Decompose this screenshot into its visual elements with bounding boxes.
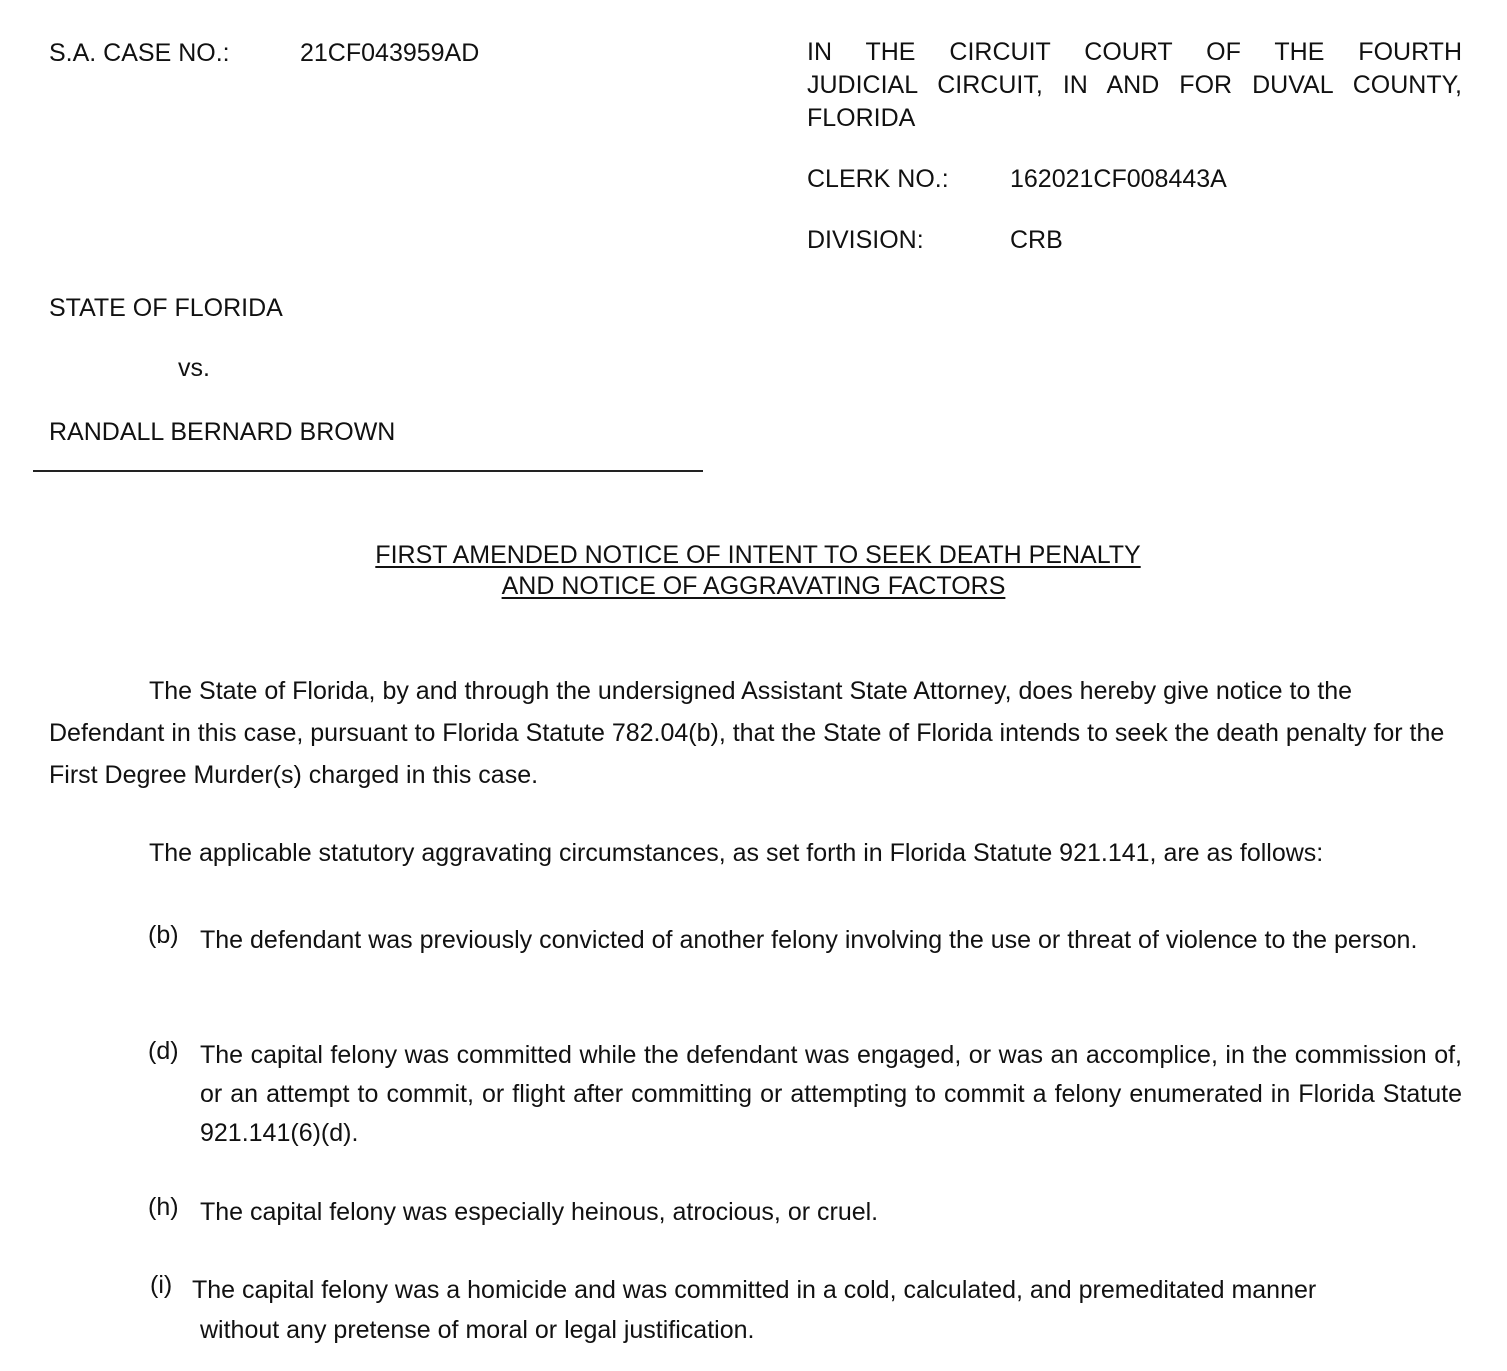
document-title [0, 540, 1507, 602]
list-item-text-line-2: without any pretense of moral or legal justification. [200, 1316, 755, 1344]
list-item-text: The defendant was previously convicted of another felony involving the use or threat of violence to the person. [200, 926, 1418, 954]
circumstances-intro: The applicable statutory aggravating circumstances, as set forth in Florida Statute 921.141, are as follows: [149, 839, 1324, 867]
court-caption-line-3: FLORIDA [807, 104, 916, 132]
list-item-marker: (b) [148, 921, 179, 949]
list-item-marker: (d) [148, 1037, 179, 1065]
versus-label: vs. [178, 354, 210, 382]
document-title-line-1: FIRST AMENDED NOTICE OF INTENT TO SEEK DEATH PENALTY [375, 541, 1141, 569]
list-item-text [192, 1270, 1462, 1350]
list-item-marker: (i) [150, 1271, 173, 1299]
list-item [148, 920, 1462, 960]
list-item-text: The capital felony was committed while the defendant was engaged, or was an accomplice, in the commission of, or an attempt to commit, or flight after committing or attempting to commit a felony enumerated in Florida Statute 921.141(6)(d). [200, 1041, 1462, 1147]
intro-paragraph: The State of Florida, by and through the undersigned Assistant State Attorney, does hereby give notice to the Defendant in this case, pursuant to Florida Statute 782.04(b), that the State of Florida intends to seek the death penalty for the First Degree Murder(s) charged in this case. [49, 677, 1445, 789]
sa-case-number-value: 21CF043959AD [300, 39, 480, 67]
caption-divider-line [33, 470, 703, 472]
sa-case-number-label: S.A. CASE NO.: [49, 39, 230, 67]
court-caption-line-1: IN THE CIRCUIT COURT OF THE FOURTH [807, 38, 1462, 66]
list-item-marker: (h) [148, 1193, 179, 1221]
court-caption-line-2: JUDICIAL CIRCUIT, IN AND FOR DUVAL COUNTY, [807, 71, 1462, 99]
division-label: DIVISION: [807, 226, 924, 254]
list-item-text: The capital felony was especially heinous, atrocious, or cruel. [200, 1198, 879, 1226]
court-caption [807, 36, 1462, 135]
defendant-name: RANDALL BERNARD BROWN [49, 418, 396, 446]
list-item [148, 1192, 1462, 1232]
division-value: CRB [1010, 226, 1063, 254]
document-title-line-2: AND NOTICE OF AGGRAVATING FACTORS [501, 572, 1006, 600]
list-item [148, 1036, 1462, 1153]
list-item [148, 1270, 1462, 1350]
clerk-number-label: CLERK NO.: [807, 165, 949, 193]
plaintiff-name: STATE OF FLORIDA [49, 294, 283, 322]
clerk-number-value: 162021CF008443A [1010, 165, 1227, 193]
list-item-text-line-1: The capital felony was a homicide and was committed in a cold, calculated, and premeditated manner [192, 1276, 1317, 1304]
